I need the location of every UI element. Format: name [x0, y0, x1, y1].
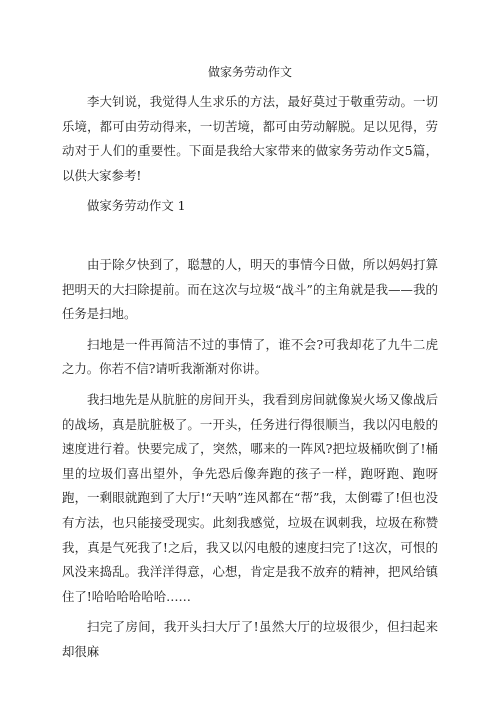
body-paragraph-2: 扫地是一件再简洁不过的事情了，谁不会?可我却花了九牛二虎之力。你若不信?请听我渐渐对你讲。	[62, 336, 438, 377]
body-paragraph-3: 我扫地先是从肮脏的房间开头，我看到房间就像炭火场又像战后的战场，真是肮脏极了。一开头，任务进行得很顺当，我以闪电般的速度进行着。快要完成了，突然，哪来的一阵风?把垃圾桶吹倒了!桶里的垃圾们喜出望外，争先恐后像奔跑的孩子一样，跑呀跑、跑呀跑，一剩眼就跑到了大厅!“天呐”连风都在“帮”我，太倒霉了!但也没有方法，也只能接受现实。此刻我感觉，垃圾在讽刺我，垃圾在称赞我，真是气死我了!之后，我又以闪电般的速度扫完了!这次，可恨的风没来捣乱。我洋洋得意，心想，肯定是我不放弃的精神，把风给镇住了!哈哈哈哈哈哈……	[62, 391, 438, 604]
section-heading: 做家务劳动作文 1	[87, 198, 186, 214]
blank-line	[62, 225, 438, 253]
body-paragraph-1: 由于除夕快到了，聪慧的人，明天的事情今日做，所以妈妈打算把明天的大扫除提前。而在这次与垃圾“战斗”的主角就是我——我的任务是扫地。	[62, 256, 438, 322]
document-page	[62, 62, 438, 670]
intro-paragraph: 李大钊说，我觉得人生求乐的方法，最好莫过于敬重劳动。一切乐境，都可由劳动得来，一切苦境，都可由劳动解脱。足以见得，劳动对于人们的重要性。下面是我给大家带来的做家务劳动作文5篇，以供大家参考!	[62, 94, 438, 183]
document-title: 做家务劳动作文	[207, 65, 292, 79]
body-paragraph-4: 扫完了房间，我开头扫大厅了!虽然大厅的垃圾很少，但扫起来却很麻	[62, 619, 438, 659]
